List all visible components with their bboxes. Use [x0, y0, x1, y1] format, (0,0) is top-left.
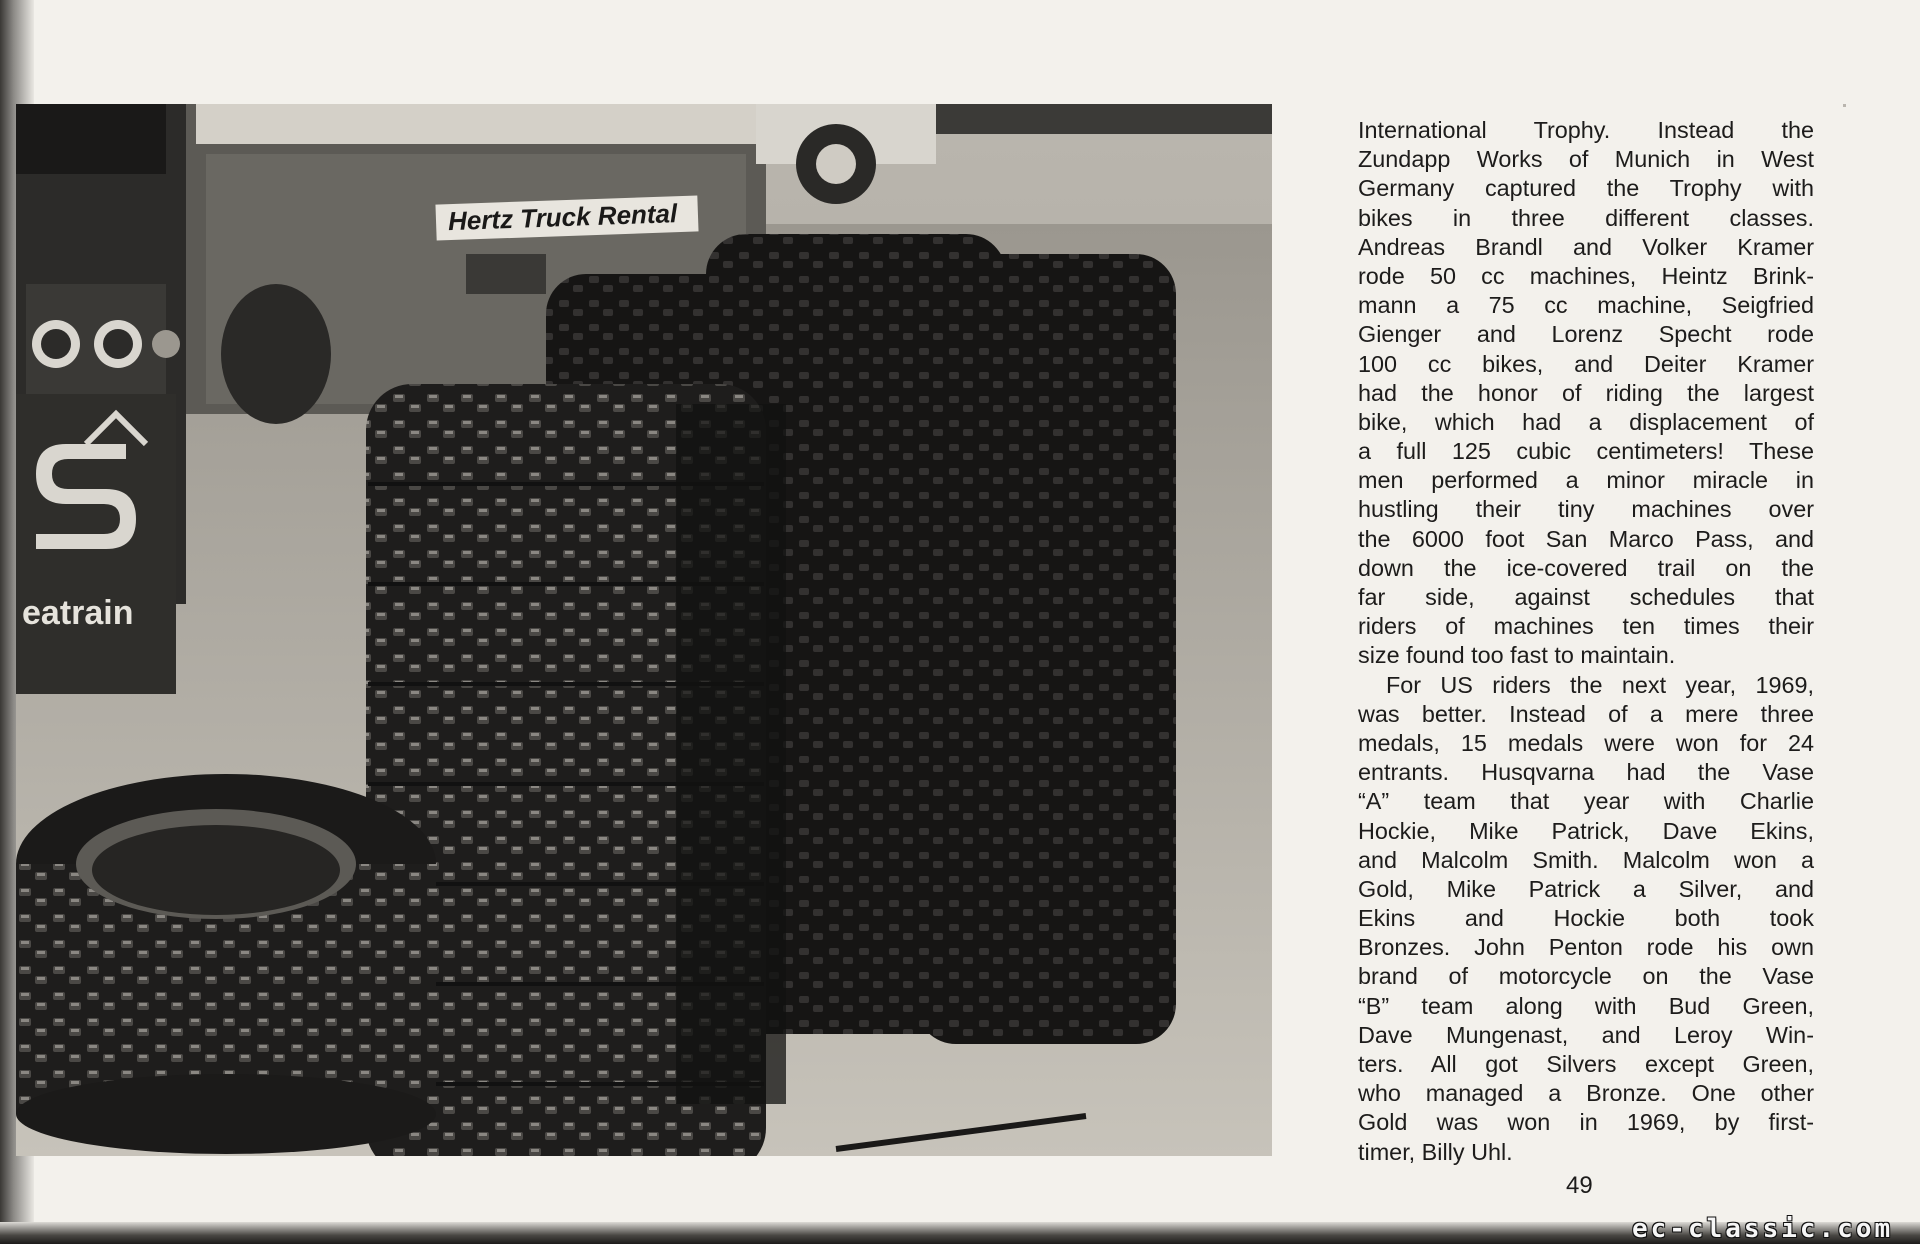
banner-text: eatrain: [22, 594, 134, 632]
body-text-column: [1358, 116, 1814, 1167]
text-line: men performed a minor miracle in: [1358, 467, 1814, 494]
photo-illustration: [16, 104, 1272, 1156]
paragraph-1: [1358, 116, 1814, 671]
text-line: bikes in three different classes.: [1358, 204, 1814, 231]
text-line: who managed a Bronze. One other: [1358, 1080, 1814, 1107]
text-line: 100 cc bikes, and Deiter Kramer: [1358, 350, 1814, 377]
page-number: 49: [1566, 1172, 1593, 1199]
text-line: entrants. Husqvarna had the Vase: [1358, 759, 1814, 786]
photo-stacked-tires: [16, 104, 1272, 1156]
corner-mark: [1843, 104, 1846, 107]
text-line: Hockie, Mike Patrick, Dave Ekins,: [1358, 817, 1814, 844]
text-line: Bronzes. John Penton rode his own: [1358, 934, 1814, 961]
text-line: mann a 75 cc machine, Seigfried: [1358, 292, 1814, 319]
text-line: Andreas Brandl and Volker Kramer: [1358, 233, 1814, 260]
text-line: “B” team along with Bud Green,: [1358, 992, 1814, 1019]
text-line: a full 125 cubic centimeters! These: [1358, 438, 1814, 465]
text-line: was better. Instead of a mere three: [1358, 700, 1814, 727]
text-line: Germany captured the Trophy with: [1358, 175, 1814, 202]
text-line: Gold, Mike Patrick a Silver, and: [1358, 875, 1814, 902]
text-line: timer, Billy Uhl.: [1358, 1138, 1513, 1165]
text-line: brand of motorcycle on the Vase: [1358, 963, 1814, 990]
text-line: Zundapp Works of Munich in West: [1358, 146, 1814, 173]
text-line: the 6000 foot San Marco Pass, and: [1358, 525, 1814, 552]
text-line: had the honor of riding the largest: [1358, 379, 1814, 406]
watermark: ec-classic.com: [1632, 1214, 1894, 1244]
text-line: and Malcolm Smith. Malcolm won a: [1358, 846, 1814, 873]
text-line: Dave Mungenast, and Leroy Win-: [1358, 1021, 1814, 1048]
text-line: bike, which had a displacement of: [1358, 408, 1814, 435]
text-line: ters. All got Silvers except Green,: [1358, 1051, 1814, 1077]
text-line: medals, 15 medals were won for 24: [1358, 729, 1814, 756]
text-line: For US riders the next year, 1969,: [1386, 671, 1814, 698]
text-line: International Trophy. Instead the: [1358, 117, 1814, 143]
text-line: Gold was won in 1969, by first-: [1358, 1109, 1814, 1136]
paragraph-2: [1358, 671, 1814, 1167]
text-line: rode 50 cc machines, Heintz Brink-: [1358, 262, 1814, 289]
text-line: size found too fast to maintain.: [1358, 642, 1676, 669]
text-line: hustling their tiny machines over: [1358, 496, 1814, 523]
text-line: riders of machines ten times their: [1358, 613, 1814, 640]
text-line: Gienger and Lorenz Specht rode: [1358, 321, 1814, 348]
van-sign-text: Hertz Truck Rental: [447, 198, 678, 237]
text-line: Ekins and Hockie both took: [1358, 905, 1814, 932]
text-line: far side, against schedules that: [1358, 584, 1814, 610]
text-line: down the ice-covered trail on the: [1358, 554, 1814, 581]
text-line: “A” team that year with Charlie: [1358, 788, 1814, 815]
